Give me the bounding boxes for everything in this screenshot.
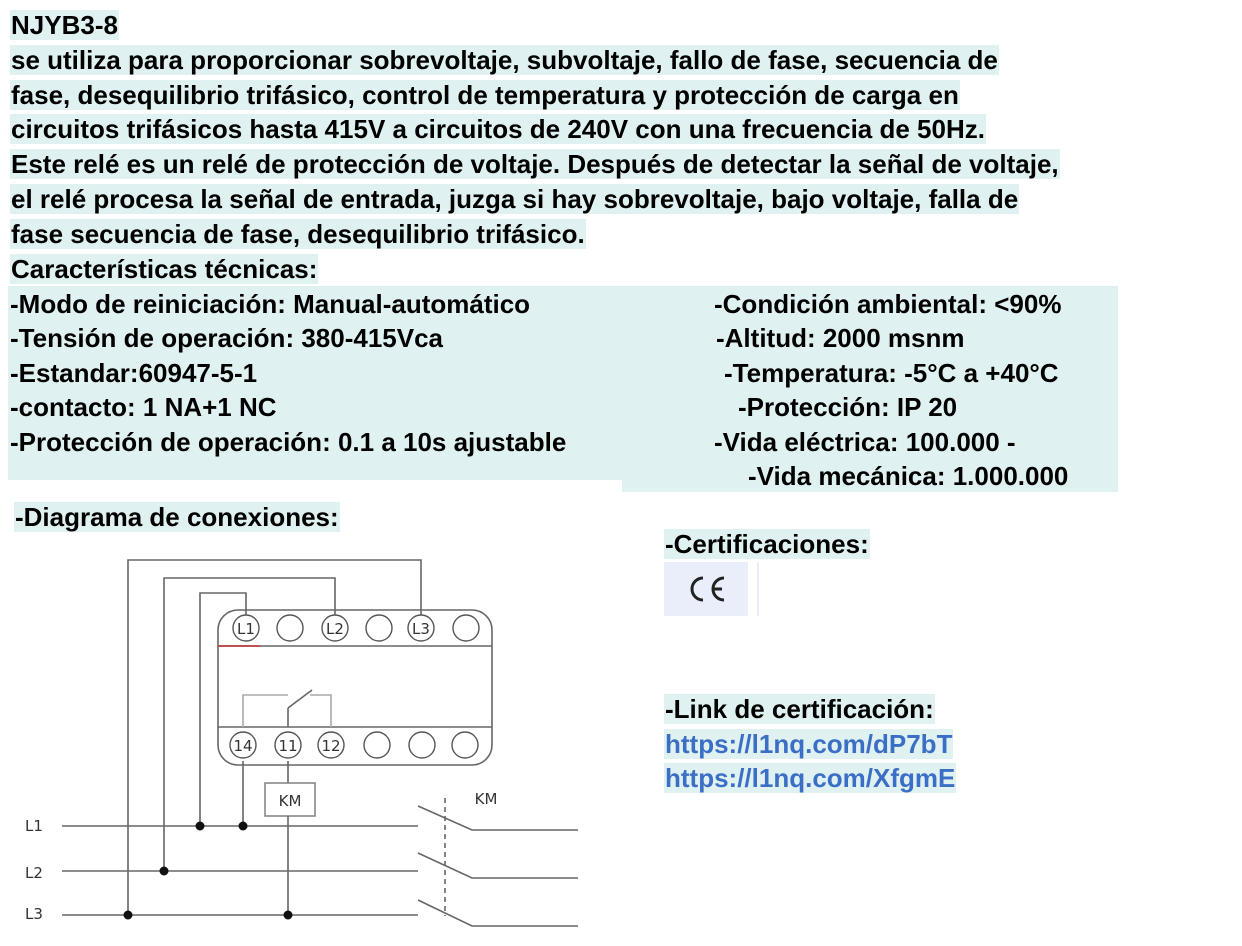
description-text: se utiliza para proporcionar sobrevoltaje, subvoltaje, fallo de fase, secuencia de	[11, 45, 998, 75]
certifications-heading-row	[664, 527, 870, 561]
ce-logo-icon	[684, 574, 728, 604]
spec-item-mechanical-life: -Vida mecánica: 1.000.000	[748, 461, 1069, 491]
spec-item-temperature: -Temperatura: -5°C a +40°C	[724, 358, 1059, 388]
spec-item-operating-voltage: -Tensión de operación: 380-415Vca	[10, 323, 443, 353]
diagram-heading-row	[14, 500, 340, 534]
description-line	[10, 112, 986, 146]
spec-item-ip-protection: -Protección: IP 20	[738, 392, 958, 422]
spec-item-contact: -contacto: 1 NA+1 NC	[10, 392, 277, 422]
product-title: NJYB3-8	[11, 10, 118, 40]
description-line	[10, 182, 1019, 216]
description-text: fase secuencia de fase, desequilibrio trifásico.	[11, 219, 585, 249]
cert-link-2[interactable]: https://l1nq.com/XfgmE	[665, 763, 956, 793]
terminal-label: 12	[321, 737, 341, 755]
terminal-label: L1	[237, 620, 255, 638]
spec-item-standard: -Estandar:60947-5-1	[10, 358, 258, 388]
line-label-l3: L3	[25, 905, 43, 923]
spec-item-altitude: -Altitud: 2000 msnm	[716, 323, 965, 353]
specs-heading: Características técnicas:	[11, 254, 318, 284]
terminal-label: 11	[278, 737, 298, 755]
spec-item-operation-protection: -Protección de operación: 0.1 a 10s ajustable	[10, 427, 567, 457]
cert-links-heading: -Link de certificación:	[665, 694, 934, 724]
specs-heading-row	[10, 252, 318, 286]
terminal-label: 14	[233, 737, 253, 755]
line-label-l2: L2	[25, 864, 43, 882]
terminal-label: L2	[326, 620, 344, 638]
line-label-l1: L1	[25, 817, 43, 835]
coil-label: KM	[278, 792, 302, 810]
description-line	[10, 217, 586, 251]
description-line	[10, 147, 1060, 181]
diagram-heading: -Diagrama de conexiones:	[15, 502, 339, 532]
ce-divider	[757, 562, 759, 616]
cert-link-row	[664, 761, 956, 795]
wiring-diagram	[0, 540, 620, 946]
contactor-label: KM	[474, 790, 498, 808]
description-line	[10, 78, 960, 112]
certifications-heading: -Certificaciones:	[665, 529, 869, 559]
description-text: Este relé es un relé de protección de voltaje. Después de detectar la señal de voltaje,	[11, 149, 1059, 179]
cert-links-heading-row	[664, 692, 935, 726]
description-line	[10, 43, 999, 77]
description-text: fase, desequilibrio trifásico, control de temperatura y protección de carga en	[11, 80, 959, 110]
ce-mark-icon	[664, 562, 748, 616]
spec-item-reset-mode: -Modo de reiniciación: Manual-automático	[10, 289, 531, 319]
spec-item-electrical-life: -Vida eléctrica: 100.000 -	[714, 427, 1016, 457]
description-text: circuitos trifásicos hasta 415V a circuitos de 240V con una frecuencia de 50Hz.	[11, 114, 985, 144]
cert-link-row	[664, 727, 953, 761]
terminal-label: L3	[412, 620, 430, 638]
cert-link-1[interactable]: https://l1nq.com/dP7bT	[665, 729, 953, 759]
spec-item-ambient-condition: -Condición ambiental: <90%	[714, 289, 1062, 319]
product-title-row	[10, 8, 119, 42]
description-text: el relé procesa la señal de entrada, juzga si hay sobrevoltaje, bajo voltaje, falla de	[11, 184, 1019, 214]
